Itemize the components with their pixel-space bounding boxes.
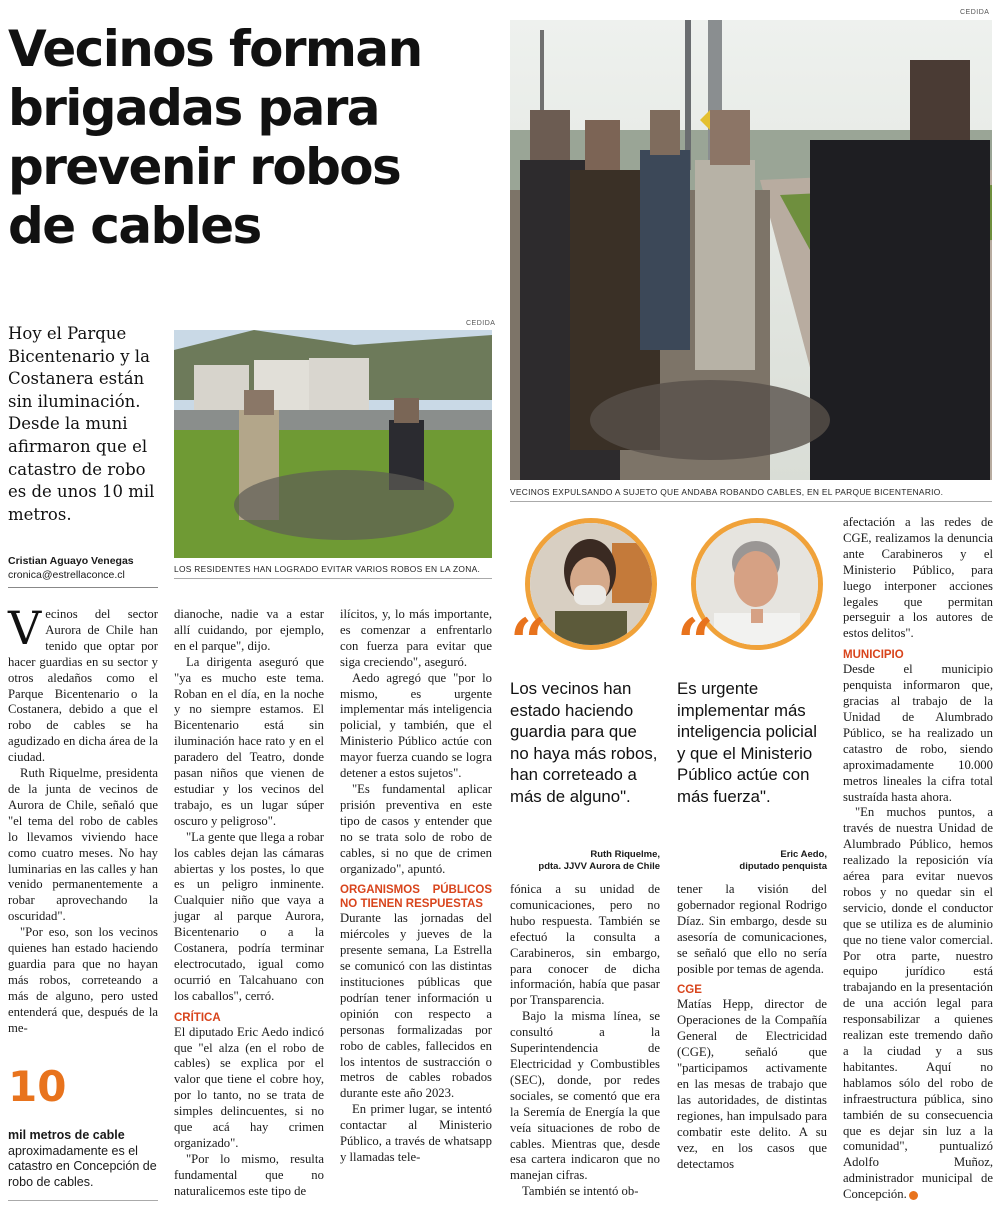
stat-number: 10 [8, 1062, 67, 1111]
article-column-3 [340, 607, 492, 1207]
byline [8, 554, 168, 582]
subheading: MUNICIPIO [843, 649, 904, 662]
main-photo [510, 20, 992, 480]
headline-line: Vecinos forman [8, 20, 422, 78]
caption-divider [174, 578, 492, 579]
subheading: ORGANISMOS PÚBLICOS NO TIENEN RESPUESTAS [340, 884, 492, 911]
byline-divider [8, 587, 158, 588]
headline-line: brigadas para [8, 79, 379, 137]
photo-credit: CEDIDA [960, 9, 990, 16]
quote-mark-icon: “ [677, 605, 714, 680]
paragraph: Matías Hepp, director de Operaciones de la Compañía General de Electricidad (CGE), señaló que "participamos activamente en las mesas de trabajo que las autoridades, de distintas regiones, han impulsado para combatir este delito. A su vez, en los casos que detectamos [677, 997, 827, 1171]
lead-paragraph: Hoy el Parque Bicentenario y la Costanera están sin iluminación. Desde la muni afirmaron que el catastro de robo es de unos 10 mil metros. [8, 324, 155, 524]
stat-text: aproximadamente es el catastro en Concepción de robo de cables. [8, 1143, 157, 1189]
caption-divider [510, 501, 992, 502]
paragraph: También se intentó ob- [522, 1184, 639, 1199]
paragraph: ilícitos, y, lo más importante, es comenzar a enfrentarlo con fuerza para evitar que siga creciendo", aseguró. [340, 607, 492, 669]
paragraph: La dirigenta aseguró que "ya es mucho este tema. Roban en el día, en la noche y no siempre estamos. El Bicentenario está sin iluminación hace rato y en el paradero del Teatro, donde pasan niños que vienen de estudiar y los vecinos del trabajo, es un lugar súper oscuro y peligroso". [174, 654, 324, 828]
paragraph: Bajo la misma línea, se consultó a la Superintendencia de Electricidad y Combustibles (SEC), donde, por redes sociales, se comentó que era la Seremía de Energía la que veía situaciones de robo de cables. Mientras que, desde esa cartera indicaron que no manejan cifras. [510, 1009, 660, 1183]
quote-author: Eric Aedo, [780, 849, 827, 860]
stat-divider [8, 1200, 158, 1201]
paragraph: "Por lo mismo, resulta fundamental que no naturalicemos este tipo de [174, 1151, 324, 1198]
article-column-5 [677, 882, 827, 1207]
paragraph: Aedo agregó que "por lo mismo, es urgente implementar más inteligencia policial, y también, que el Ministerio Público actúe con mayor fuerza cuando se logra detener a estos sujetos". [340, 670, 492, 781]
quote-mark-icon: “ [510, 605, 547, 680]
paragraph: afectación a las redes de CGE, realizamos la denuncia ante Carabineros y el Ministerio Público, para luego interponer acciones legales que permitan perseguir a los autores de estos delitos". [843, 515, 993, 641]
stat-label: mil metros de cable [8, 1128, 125, 1142]
subheading: CRÍTICA [174, 1011, 221, 1024]
paragraph: "Es fundamental aplicar prisión preventiva en este tipo de casos y entender que no se trata solo de robo de cables, si no que de crimen organizado", apuntó. [340, 781, 492, 876]
headline [8, 20, 503, 256]
paragraph: "La gente que llega a robar los cables dejan las cámaras abiertas y los postes, lo que es un peligro inminente. Cualquier niño que vaya a jugar al parque Aurora, Bicentenario o a la Costanera, podría terminar electrocutado, igual como ocurrió en Talcahuano con los caballos", cerró. [174, 829, 324, 1003]
quote-author-role: diputado penquista [739, 861, 827, 872]
quote-attribution [677, 849, 827, 873]
quote-attribution [510, 849, 660, 873]
end-of-article-icon [909, 1191, 918, 1200]
photo-credit: CEDIDA [466, 320, 496, 327]
paragraph [843, 805, 993, 1203]
author-email[interactable]: cronica@estrellaconce.cl [8, 569, 125, 581]
paragraph: Ruth Riquelme, presidenta de la junta de vecinos de Aurora de Chile, señaló que "el tema del robo de cables lo llevamos viviendo hace como cuatro meses. No hay luminarias en las calles y han venido permanentemente a robar aprovechando la oscuridad". [8, 766, 158, 924]
drop-cap: V [8, 601, 42, 655]
paragraph: "Por eso, son los vecinos quienes han estado haciendo guardia para que no hayan más robos, correteando a más de alguno, pero usted entenderá que, después de la me- [8, 925, 158, 1035]
headline-line: prevenir robos [8, 138, 401, 196]
pull-quote: Los vecinos han estado haciendo guardia para que no haya más robos, han correteado a más de alguno". [510, 679, 658, 806]
paragraph: tener la visión del gobernador regional Rodrigo Díaz. Sin embargo, desde su asesoría de comunicaciones, se señaló que ello no sería posible por temas de agenda. [677, 882, 827, 976]
paragraph: dianoche, nadie va a estar allí cuidando, por ejemplo, en el parque", dijo. [174, 607, 324, 653]
stat-description [8, 1128, 163, 1190]
article-column-1 [8, 601, 158, 1041]
paragraph: Vecinos del sector Aurora de Chile han tenido que optar por hacer guardias en su sector y otros aledaños como el Parque Bicentenario o la Costanera, debido a que el robo de cables se ha agudizado en dicha área de la ciudad. [8, 601, 158, 765]
author-name: Cristian Aguayo Venegas [8, 555, 134, 567]
paragraph-text: "En muchos puntos, a través de nuestra Unidad de Alumbrado Público, hemos realizado la reposición vía aérea para evitar nuevos robos y no quedar sin el servicio, donde el conductor que se utiliza es de aluminio que no tiene valor comercial. Por otra parte, nuestro equipo jurídico está trabajando en la presentación de una acción legal para responsabilizar a quienes realizan este tremendo daño a la ciudad y a sus habitantes. Aquí no hablamos sólo del robo de infraestructura pública, sino también de su consecuencia que es dejar sin luz a la comunidad", puntualizó Adolfo Muñoz, administrador municipal de Concepción. [843, 805, 993, 1202]
main-photo-caption: VECINOS EXPULSANDO A SUJETO QUE ANDABA ROBANDO CABLES, EN EL PARQUE BICENTENARIO. [510, 487, 944, 497]
subheading: CGE [677, 984, 702, 997]
paragraph: Desde el municipio penquista informaron que, gracias al trabajo de la Unidad de Alumbrado Público, se ha realizado un catastro de robo, siendo aproximadamente 10.000 metros lineales la cifra total sustraída hasta ahora. [843, 662, 993, 804]
quote-author-role: pdta. JJVV Aurora de Chile [538, 861, 660, 872]
paragraph: Durante las jornadas del miércoles y jueves de la presente semana, La Estrella se comunicó con las distintas instituciones públicas que podrían tener información u opinión con respecto a personas formalizadas por robo de cables, fallecidos en los intentos de sustracción o metros de cables robados durante este año 2023. [340, 911, 492, 1101]
article-column-4 [510, 882, 660, 1207]
paragraph: fónica a su unidad de comunicaciones, pero no hubo respuesta. También se efectuó la consulta a Carabineros, sin embargo, para conocer de dicha información, había que pasar por Transparencia. [510, 882, 660, 1008]
paragraph: En primer lugar, se intentó contactar al Ministerio Público, a través de whatsapp y llamadas tele- [340, 1102, 492, 1164]
secondary-photo [174, 330, 492, 558]
pull-quote: Es urgente implementar más inteligencia policial y que el Ministerio Público actúe con más fuerza". [677, 679, 817, 806]
paragraph: El diputado Eric Aedo indicó que "el alza (en el robo de cables) se explica por el valor que tiene el cobre hoy, por lo tanto, no se trata de simples delincuentes, si no que acá hay crimen organizado". [174, 1024, 324, 1150]
article-column-6 [843, 515, 993, 1210]
secondary-photo-caption: LOS RESIDENTES HAN LOGRADO EVITAR VARIOS ROBOS EN LA ZONA. [174, 564, 481, 574]
quote-author: Ruth Riquelme, [590, 849, 660, 860]
article-column-2 [174, 607, 324, 1207]
headline-line: de cables [8, 197, 261, 255]
